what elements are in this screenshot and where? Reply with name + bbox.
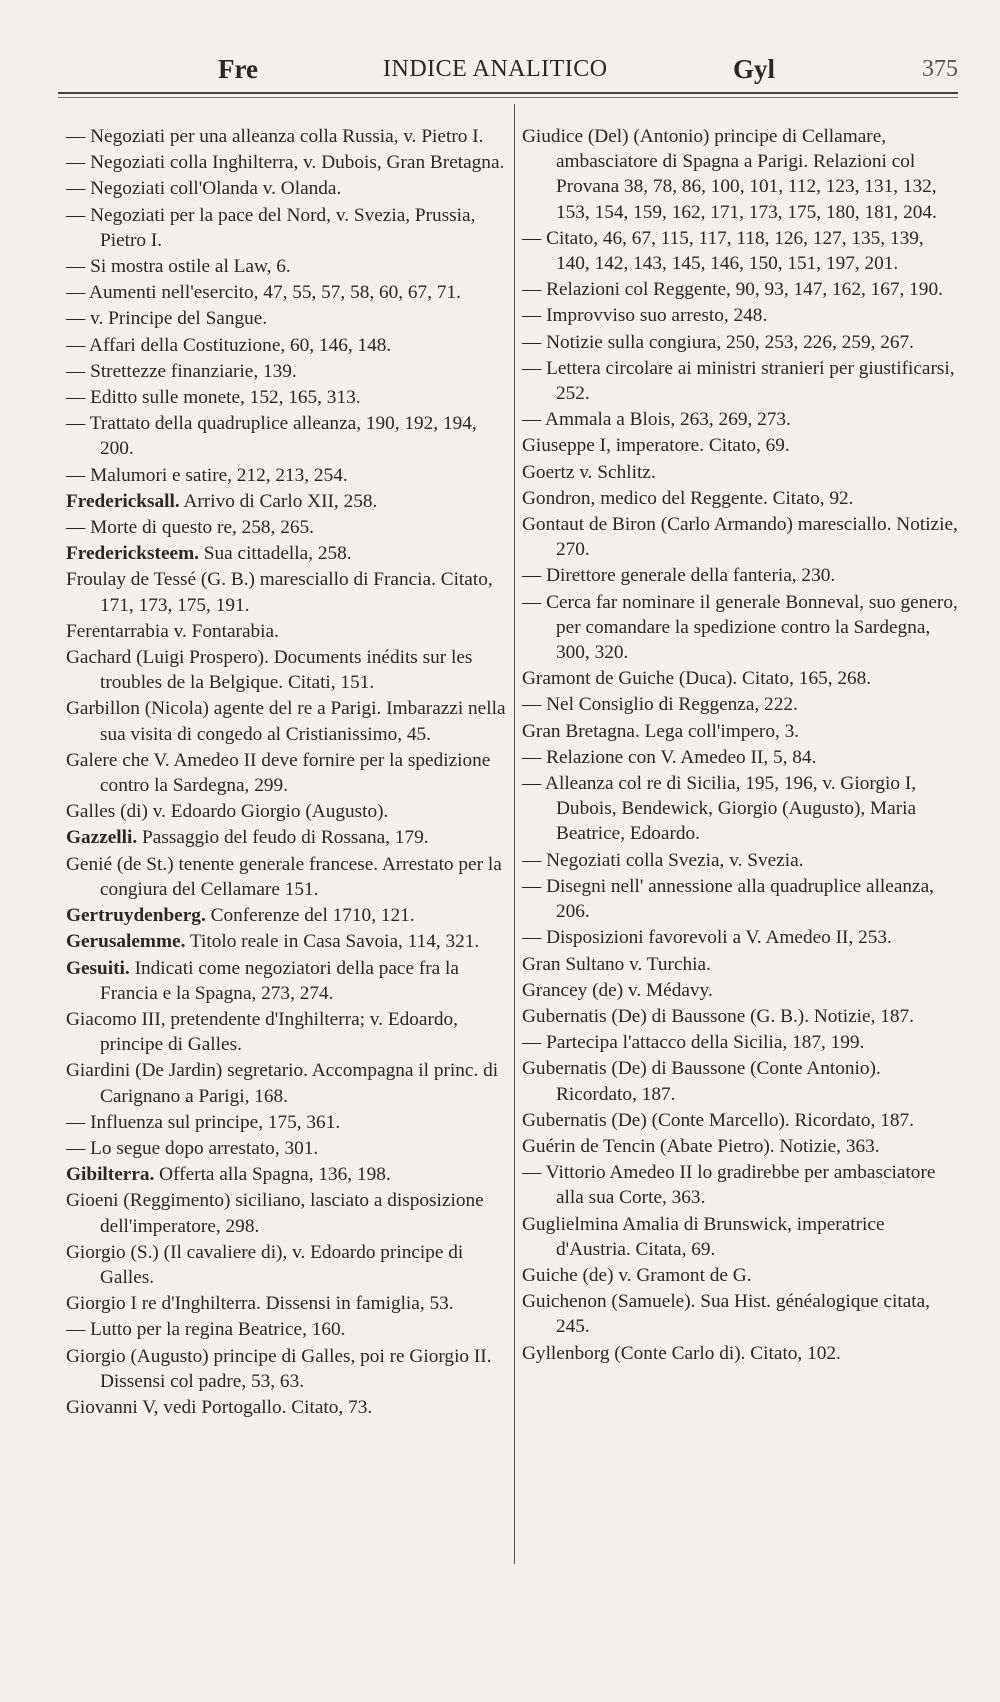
index-entry: — Negoziati per una alleanza colla Russia, v. Pietro I. xyxy=(66,126,484,147)
index-entry: — Ammala a Blois, 263, 269, 273. xyxy=(522,409,791,431)
running-header xyxy=(58,50,958,90)
index-entry: — Alleanza col re di Sicilia, 195, 196, v. Giorgio I, Dubois, Bendewick, Giorgio (Augusto), Maria Beatrice, Edoardo. xyxy=(522,773,917,845)
index-entry: Giorgio I re d'Inghilterra. Dissensi in famiglia, 53. xyxy=(66,1293,454,1315)
index-entry: Genié (de St.) tenente generale francese. Arrestato per la congiura del Cellamare 151. xyxy=(66,853,502,900)
index-entry: Gyllenborg (Conte Carlo di). Citato, 102. xyxy=(522,1342,841,1364)
index-entry: — Malumori e satire, 212, 213, 254. xyxy=(66,464,348,486)
index-entry: Gramont de Guiche (Duca). Citato, 165, 268. xyxy=(522,668,872,690)
index-entry: Fredericksteem. Sua cittadella, 258. xyxy=(66,543,352,565)
index-entry: Guichenon (Samuele). Sua Hist. généalogique citata, 245. xyxy=(522,1291,930,1338)
index-entry: Grancey (de) v. Médavy. xyxy=(522,979,713,1001)
index-entry: — Partecipa l'attacco della Sicilia, 187, 199. xyxy=(522,1032,865,1054)
header-rule-thick xyxy=(58,92,958,94)
index-entry: — Relazione con V. Amedeo II, 5, 84. xyxy=(522,746,817,768)
index-entry: — Cerca far nominare il generale Bonneval, suo genero, per comandare la spedizione contro la Sardegna, 300, 320. xyxy=(522,591,958,664)
index-entry: Fredericksall. Arrivo di Carlo XII, 258. xyxy=(66,490,378,512)
index-entry: Giudice (Del) (Antonio) principe di Cellamare, ambasciatore di Spagna a Parigi. Relazioni col Provana 38, 78, 86, 100, 101, 112, 123, 131, 132, 153, 154, 159, 162, 171, 173, 175, 180, 181, 204. xyxy=(522,126,937,223)
index-entry: — v. Principe del Sangue. xyxy=(66,308,268,330)
index-entry: — Lettera circolare ai ministri stranieri per giustificarsi, 252. xyxy=(522,357,955,405)
right-column xyxy=(522,124,960,1367)
index-entry: Guglielmina Amalia di Brunswick, imperatrice d'Austria. Citata, 69. xyxy=(522,1213,885,1260)
index-entry: Guérin de Tencin (Abate Pietro). Notizie, 363. xyxy=(522,1135,880,1157)
index-entry: Guiche (de) v. Gramont de G. xyxy=(522,1264,752,1286)
index-entry: — Relazioni col Reggente, 90, 93, 147, 162, 167, 190. xyxy=(522,279,943,301)
index-entry: — Lutto per la regina Beatrice, 160. xyxy=(66,1319,346,1341)
index-entry: — Negoziati colla Svezia, v. Svezia. xyxy=(522,849,804,871)
index-entry: Giorgio (S.) (Il cavaliere di), v. Edoardo principe di Galles. xyxy=(66,1241,464,1288)
index-entry: Garbillon (Nicola) agente del re a Parigi. Imbarazzi nella sua visita di congedo al Cristianissimo, 45. xyxy=(66,698,506,745)
index-entry: Giacomo III, pretendente d'Inghilterra; v. Edoardo, principe di Galles. xyxy=(66,1008,458,1056)
index-entry: — Negoziati colla Inghilterra, v. Dubois, Gran Bretagna. xyxy=(66,152,505,174)
index-entry: Gran Sultano v. Turchia. xyxy=(522,953,711,975)
index-entry: — Negoziati per la pace del Nord, v. Svezia, Prussia, Pietro I. xyxy=(66,204,476,251)
column-divider xyxy=(514,104,515,1564)
index-entry: Gondron, medico del Reggente. Citato, 92. xyxy=(522,487,854,509)
index-entry: Gubernatis (De) (Conte Marcello). Ricordato, 187. xyxy=(522,1109,914,1131)
index-entry: — Improvviso suo arresto, 248. xyxy=(522,305,768,327)
index-entry: — Notizie sulla congiura, 250, 253, 226, 259, 267. xyxy=(522,331,914,353)
index-entry: Goertz v. Schlitz. xyxy=(522,461,656,483)
index-entry: — Negoziati coll'Olanda v. Olanda. xyxy=(66,178,342,200)
index-entry: Gesuiti. Indicati come negoziatori della pace fra la Francia e la Spagna, 273, 274. xyxy=(66,957,459,1004)
index-entry: Galere che V. Amedeo II deve fornire per la spedizione contro la Sardegna, 299. xyxy=(66,749,491,797)
index-entry: Gioeni (Reggimento) siciliano, lasciato a disposizione dell'imperatore, 298. xyxy=(66,1190,484,1237)
index-entry: — Influenza sul principe, 175, 361. xyxy=(66,1111,341,1133)
index-entry: Gibilterra. Offerta alla Spagna, 136, 198. xyxy=(66,1164,391,1186)
index-entry: — Morte di questo re, 258, 265. xyxy=(66,517,314,539)
index-entry: Gontaut de Biron (Carlo Armando) maresciallo. Notizie, 270. xyxy=(522,514,958,561)
index-entry: Gran Bretagna. Lega coll'impero, 3. xyxy=(522,720,800,742)
index-entry: — Aumenti nell'esercito, 47, 55, 57, 58, 60, 67, 71. xyxy=(66,282,461,304)
index-entry: Galles (di) v. Edoardo Giorgio (Augusto). xyxy=(66,801,389,823)
index-entry: — Direttore generale della fanteria, 230. xyxy=(522,565,836,587)
index-entry: — Citato, 46, 67, 115, 117, 118, 126, 127, 135, 139, 140, 142, 143, 145, 146, 150, 151, 197, 201. xyxy=(522,227,924,275)
page-number: 375 xyxy=(922,56,958,82)
index-entry: Giovanni V, vedi Portogallo. Citato, 73. xyxy=(66,1396,373,1418)
index-entry: Gubernatis (De) di Baussone (G. B.). Notizie, 187. xyxy=(522,1005,914,1027)
index-entry: — Nel Consiglio di Reggenza, 222. xyxy=(522,694,798,716)
index-entry: — Disposizioni favorevoli a V. Amedeo II, 253. xyxy=(522,927,892,949)
index-entry: — Disegni nell' annessione alla quadruplice alleanza, 206. xyxy=(522,875,934,923)
index-entry: Gazzelli. Passaggio del feudo di Rossana, 179. xyxy=(66,827,429,849)
index-entry: Giardini (De Jardin) segretario. Accompagna il princ. di Carignano a Parigi, 168. xyxy=(66,1060,499,1107)
header-rule-thin xyxy=(58,97,958,98)
index-entry: — Strettezze finanziarie, 139. xyxy=(66,360,297,382)
index-entry: Gachard (Luigi Prospero). Documents inédits sur les troubles de la Belgique. Citati, 151. xyxy=(66,647,473,694)
index-entry: — Affari della Costituzione, 60, 146, 148. xyxy=(66,334,392,356)
index-entry: — Vittorio Amedeo II lo gradirebbe per ambasciatore alla sua Corte, 363. xyxy=(522,1162,936,1209)
header-left-guide-word: Fre xyxy=(218,54,258,84)
header-right-guide-word: Gyl xyxy=(733,54,776,84)
index-entry: Ferentarrabia v. Fontarabia. xyxy=(66,620,279,642)
index-entry: — Editto sulle monete, 152, 165, 313. xyxy=(66,387,361,409)
index-entry: Giuseppe I, imperatore. Citato, 69. xyxy=(522,435,790,457)
header-title: INDICE ANALITICO xyxy=(383,56,608,82)
index-entry: Gerusalemme. Titolo reale in Casa Savoia, 114, 321. xyxy=(66,931,480,953)
index-entry: — Si mostra ostile al Law, 6. xyxy=(66,256,291,278)
index-entry: — Trattato della quadruplice alleanza, 190, 192, 194, 200. xyxy=(66,413,477,460)
index-entry: Gertruydenberg. Conferenze del 1710, 121. xyxy=(66,905,415,927)
index-entry: Froulay de Tessé (G. B.) maresciallo di Francia. Citato, 171, 173, 175, 191. xyxy=(66,569,493,616)
index-entry: Giorgio (Augusto) principe di Galles, poi re Giorgio II. Dissensi col padre, 53, 63. xyxy=(66,1345,492,1392)
left-column xyxy=(66,124,506,1421)
index-entry: — Lo segue dopo arrestato, 301. xyxy=(66,1137,319,1159)
index-entry: Gubernatis (De) di Baussone (Conte Antonio). Ricordato, 187. xyxy=(522,1058,881,1105)
